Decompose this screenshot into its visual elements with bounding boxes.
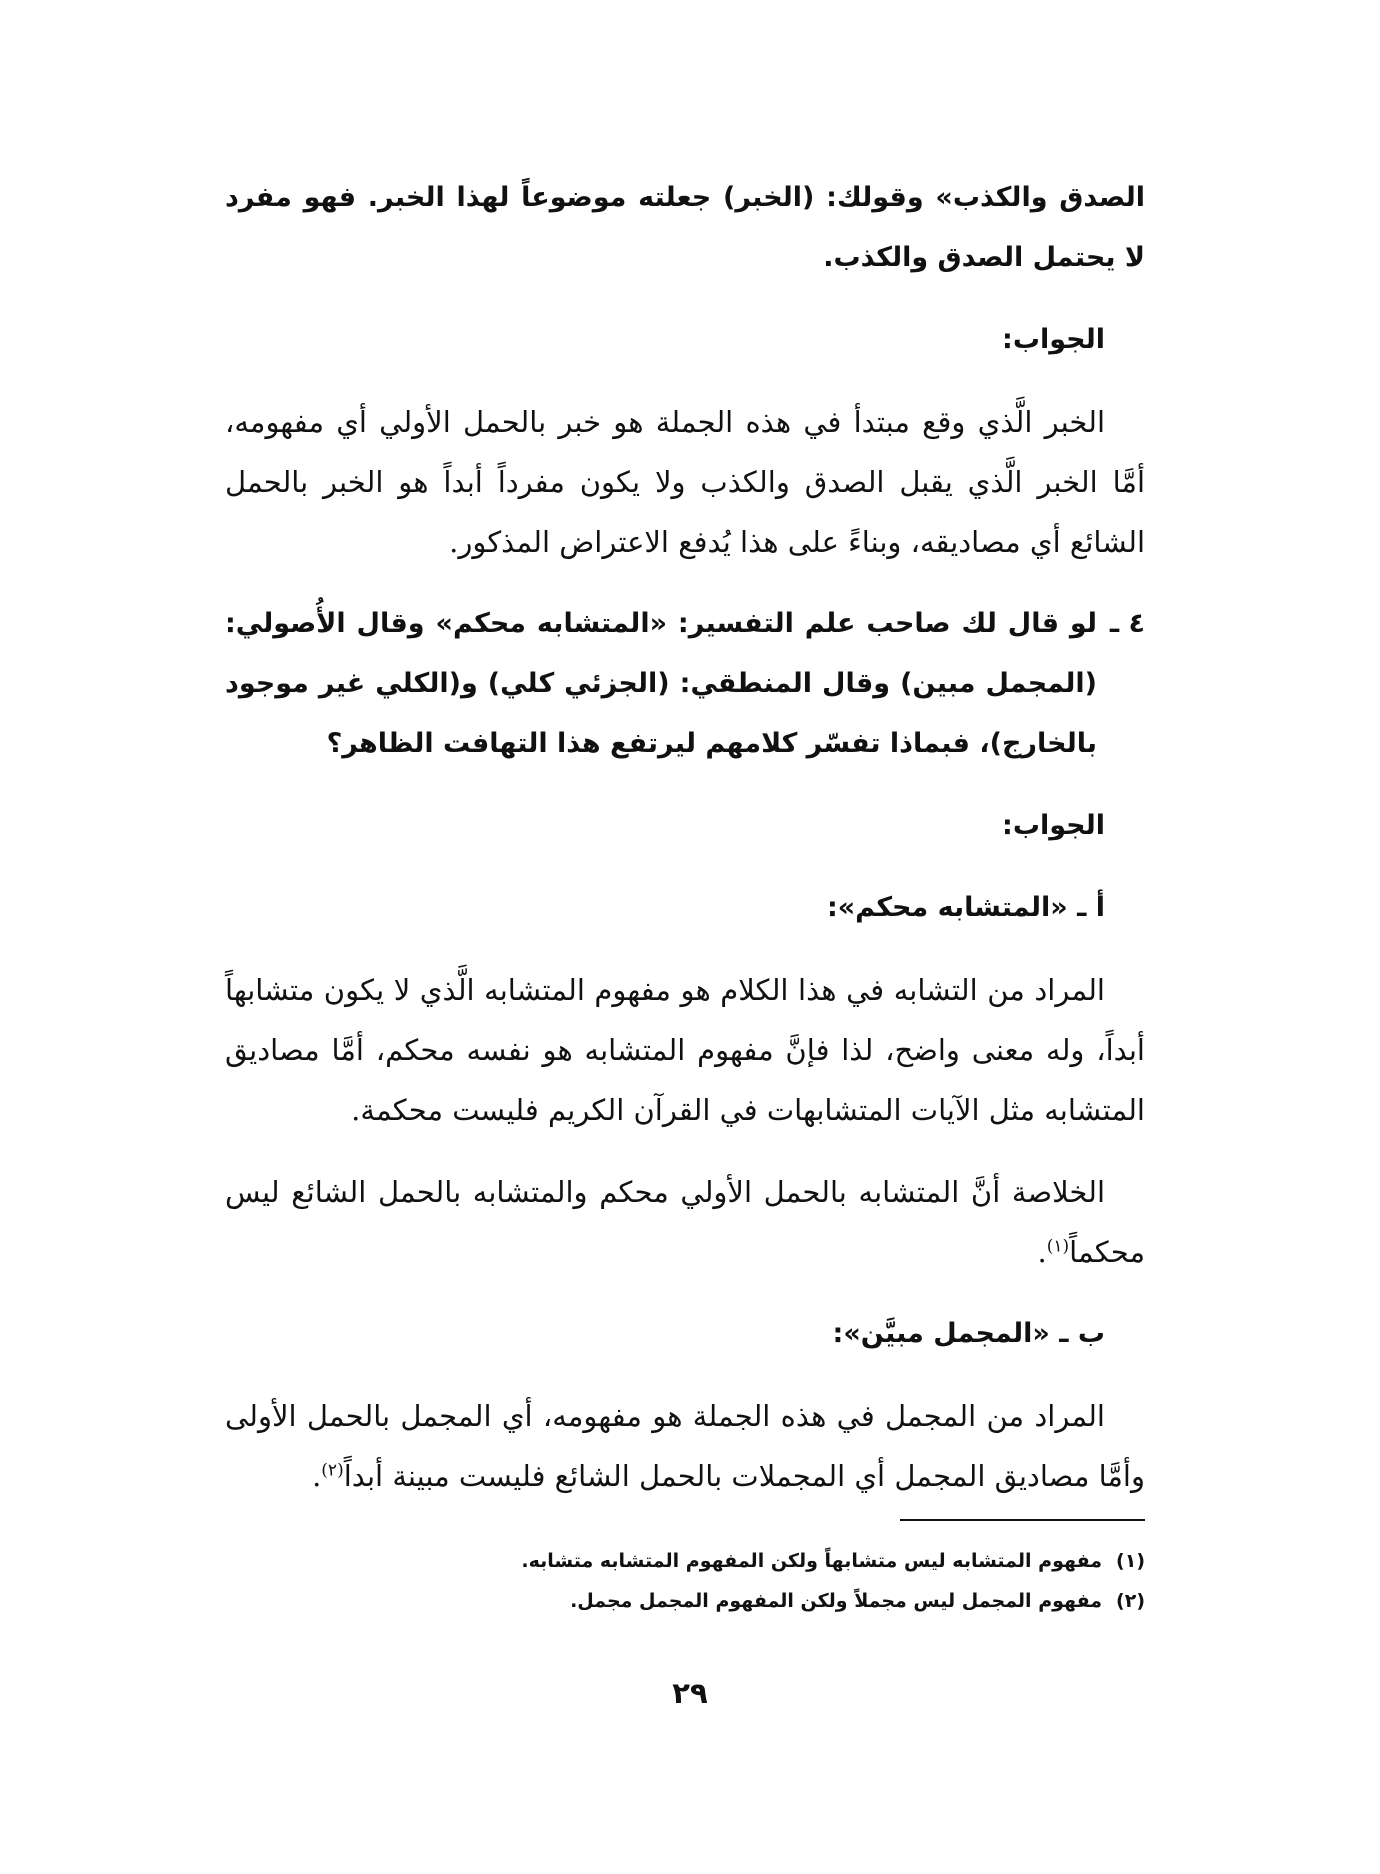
paragraph-b1-text: المراد من المجمل في هذه الجملة هو مفهومه، أي المجمل بالحمل الأولى وأمَّا مصاديق المجمل أي المجملات بالحمل الشائع فليست مبينة أبداً [225,1399,1145,1493]
paragraph-a2-end: . [1037,1235,1047,1269]
paragraph-continuation: الصدق والكذب» وقولك: (الخبر) جعلته موضوعاً لهذا الخبر. فهو مفرد لا يحتمل الصدق والكذب. [225,182,1145,273]
footnote-number: (٢) [1116,1590,1145,1612]
footnote-ref-2: (٢) [321,1460,344,1481]
footnotes [225,1541,1145,1621]
answer-heading: الجواب: [1002,810,1105,841]
question-text: لو قال لك صاحب علم التفسير: «المتشابه محكم» وقال الأُصولي: (المجمل مبين) وقال المنطقي: (الجزئي كلي) و(الكلي غير موجود بالخارج)، فبماذا تفسّر كلامهم ليرتفع هذا التهافت الظاهر؟ [225,608,1097,759]
paragraph-b1-end: . [312,1459,322,1493]
footnote-ref-1: (١) [1046,1236,1070,1257]
paragraph-a2-text: الخلاصة أنَّ المتشابه بالحمل الأولي محكم والمتشابه بالحمل الشائع ليس محكماً [225,1175,1145,1269]
footnote-divider [900,1519,1145,1521]
paragraph-a1: المراد من التشابه في هذا الكلام هو مفهوم المتشابه الَّذي لا يكون متشابهاً أبداً، وله معنى واضح، لذا فإنَّ مفهوم المتشابه هو نفسه محكم، أمَّا مصاديق المتشابه مثل الآيات المتشابهات في القرآن الكريم فليست محكمة. [225,973,1145,1127]
answer-paragraph: الخبر الَّذي وقع مبتدأ في هذه الجملة هو خبر بالحمل الأولي أي مفهومه، أمَّا الخبر الَّذي يقبل الصدق والكذب ولا يكون مفرداً أبداً هو الخبر بالحمل الشائع أي مصاديقه، وبناءً على هذا يُدفع الاعتراض المذكور. [225,405,1145,559]
page-number: ٢٩ [672,1676,708,1710]
footnote-2 [225,1581,1145,1621]
body-text [225,168,1145,1528]
answer-heading: الجواب: [1002,324,1105,355]
footnote-number: (١) [1116,1550,1145,1572]
paragraph-a2 [225,1162,1145,1282]
subheading-b: ب ـ «المجمل مبيَّن»: [832,1318,1105,1349]
footnote-text: مفهوم المجمل ليس مجملاً ولكن المفهوم المجمل مجمل. [570,1590,1103,1612]
subheading-a: أ ـ «المتشابه محكم»: [826,892,1105,923]
footnote-text: مفهوم المتشابه ليس متشابهاً ولكن المفهوم المتشابه متشابه. [521,1550,1103,1572]
question-number: ٤ ـ [1109,608,1145,639]
paragraph-b1 [225,1386,1145,1506]
question-item-4 [225,594,1145,774]
footnote-1 [225,1541,1145,1581]
